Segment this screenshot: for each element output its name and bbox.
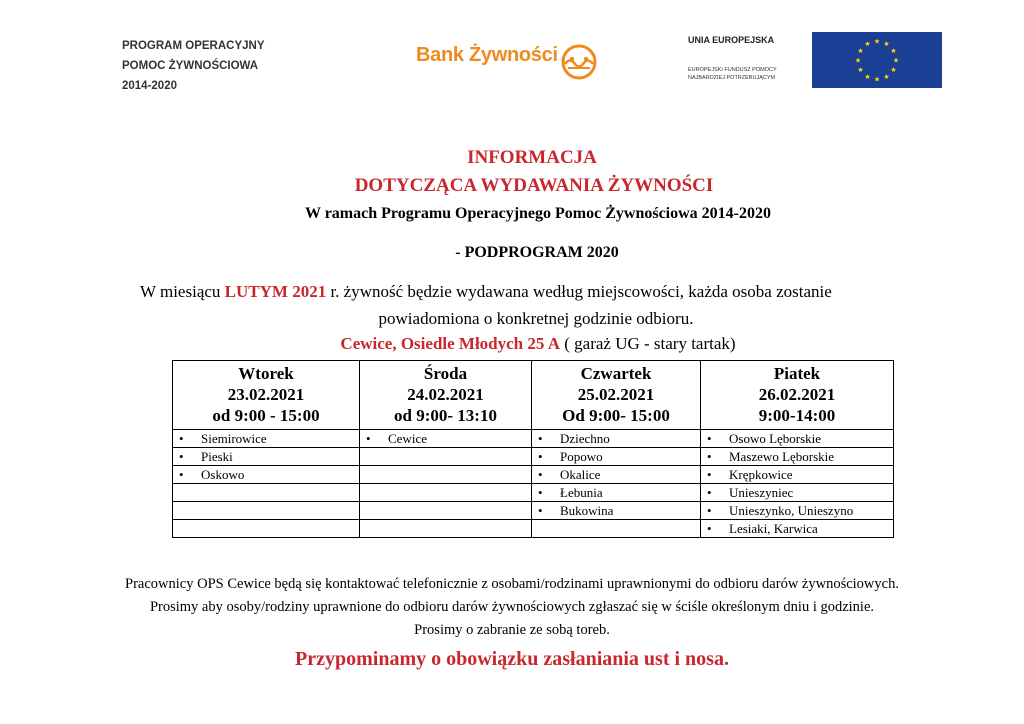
schedule-row: [173, 466, 894, 484]
schedule-cell: [701, 430, 894, 448]
locality-name: • Krępkowice: [707, 467, 793, 482]
ue-title: UNIA EUROPEJSKA: [688, 35, 775, 45]
locality-name: • Bukowina: [538, 503, 613, 518]
day-name: Piatek: [773, 364, 821, 383]
schedule-cell: [701, 484, 894, 502]
schedule-cell: [532, 484, 701, 502]
program-line: 2014-2020: [122, 80, 177, 92]
schedule-cell: [701, 502, 894, 520]
locality-name: • Lesiaki, Karwica: [707, 521, 818, 536]
eu-star-icon: ★: [883, 73, 890, 81]
locality-name: • Pieski: [179, 449, 233, 464]
locality-name: • Oskowo: [179, 467, 244, 482]
eu-star-icon: ★: [864, 73, 871, 81]
schedule-cell: [360, 466, 532, 484]
ue-subtitle: [688, 66, 777, 82]
schedule-row: [173, 520, 894, 538]
day-hours: od 9:00 - 15:00: [212, 406, 320, 425]
schedule-body: [173, 430, 894, 538]
ue-sub-line: EUROPEJSKI FUNDUSZ POMOCY: [688, 67, 777, 73]
locality-name: • Unieszyniec: [707, 485, 793, 500]
schedule-cell: [360, 448, 532, 466]
bank-name: Bank Żywności: [416, 44, 558, 66]
schedule-cell: [173, 466, 360, 484]
locality-name: • Dziechno: [538, 431, 610, 446]
intro-pre: W miesiącu: [140, 282, 225, 301]
eu-star-icon: ★: [857, 47, 864, 55]
title-program: W ramach Programu Operacyjnego Pomoc Żywnościowa 2014-2020: [304, 205, 771, 222]
schedule-cell: [360, 520, 532, 538]
eu-star-icon: ★: [864, 40, 871, 48]
schedule-cell: [173, 520, 360, 538]
schedule-column-header: [173, 361, 360, 430]
intro-post: r. żywność będzie wydawana według miejscowości, każda osoba zostanie: [326, 282, 832, 301]
locality-name: • Maszewo Lęborskie: [707, 449, 834, 464]
day-date: 25.02.2021: [577, 385, 655, 404]
footer-bags: Prosimy o zabranie ze sobą toreb.: [414, 622, 610, 638]
schedule-column-header: [360, 361, 532, 430]
intro-line-2: powiadomiona o konkretnej godzinie odbioru.: [378, 309, 694, 328]
footer-request: Prosimy aby osoby/rodziny uprawnione do odbioru darów żywnościowych zgłaszać się w ściśle określonym dniu i godzinie.: [149, 599, 875, 615]
program-line: PROGRAM OPERACYJNY: [122, 40, 265, 52]
day-name: Wtorek: [238, 364, 294, 383]
title-subject: DOTYCZĄCA WYDAWANIA ŻYWNOŚCI: [354, 175, 714, 196]
header: [0, 0, 1024, 110]
locality-name: • Łebunia: [538, 485, 603, 500]
schedule-row: [173, 448, 894, 466]
schedule-cell: [701, 448, 894, 466]
locality-name: • Siemirowice: [179, 431, 267, 446]
schedule-cell: [173, 430, 360, 448]
location-note: ( garaż UG - stary tartak): [559, 334, 736, 353]
day-hours: Od 9:00- 15:00: [562, 406, 670, 425]
program-line: POMOC ŻYWNOŚCIOWA: [122, 60, 259, 72]
day-hours: 9:00-14:00: [758, 406, 836, 425]
eu-flag-icon: [812, 32, 942, 88]
schedule-row: [173, 484, 894, 502]
location-line: [0, 334, 1024, 354]
day-date: 24.02.2021: [407, 385, 484, 404]
schedule-row: [173, 430, 894, 448]
footer-contact: Pracownicy OPS Cewice będą się kontaktować telefonicznie z osobami/rodzinami uprawnionymi do odbioru darów żywnościowych.: [125, 576, 899, 592]
locality-name: • Okalice: [538, 467, 600, 482]
bank-zywnosci-logo-icon: [556, 44, 602, 80]
schedule-cell: [532, 520, 701, 538]
intro-line: [140, 282, 832, 302]
day-name: Środa: [423, 364, 468, 383]
schedule-column-header: [701, 361, 894, 430]
schedule-cell: [532, 448, 701, 466]
schedule-cell: [532, 502, 701, 520]
day-name: Czwartek: [580, 364, 652, 383]
schedule-cell: [532, 466, 701, 484]
locality-name: • Popowo: [538, 449, 603, 464]
schedule-cell: [701, 520, 894, 538]
schedule-header-row: [173, 361, 894, 430]
eu-star-icon: ★: [854, 56, 862, 65]
program-logo-text: [122, 36, 265, 96]
schedule-column-header: [532, 361, 701, 430]
schedule-cell: [173, 502, 360, 520]
schedule-cell: [173, 448, 360, 466]
eu-star-icon: ★: [883, 40, 890, 48]
title-information: INFORMACJA: [467, 147, 597, 168]
locality-name: • Osowo Lęborskie: [707, 431, 821, 446]
title-subprogram: - PODPROGRAM 2020: [455, 244, 619, 261]
eu-star-icon: ★: [892, 56, 900, 65]
eu-star-icon: ★: [873, 37, 881, 46]
eu-star-icon: ★: [873, 75, 881, 84]
day-date: 26.02.2021: [758, 385, 836, 404]
location-address: Cewice, Osiedle Młodych 25 A: [340, 334, 560, 353]
schedule-row: [173, 502, 894, 520]
schedule-cell: [360, 430, 532, 448]
ue-sub-line: NAJBARDZIEJ POTRZEBUJĄCYM: [688, 75, 776, 81]
locality-name: • Unieszynko, Unieszyno: [707, 503, 853, 518]
day-date: 23.02.2021: [227, 385, 305, 404]
locality-name: • Cewice: [366, 431, 427, 446]
schedule-cell: [360, 502, 532, 520]
eu-star-icon: ★: [890, 47, 897, 55]
eu-star-icon: ★: [857, 66, 864, 74]
schedule-cell: [532, 430, 701, 448]
eu-star-icon: ★: [890, 66, 897, 74]
distribution-schedule-table: [172, 360, 894, 538]
footer-mask-reminder: Przypominamy o obowiązku zasłaniania ust i nosa.: [295, 648, 729, 670]
day-hours: od 9:00- 13:10: [394, 406, 497, 425]
intro-month: LUTYM 2021: [224, 282, 327, 301]
schedule-cell: [701, 466, 894, 484]
schedule-cell: [360, 484, 532, 502]
schedule-cell: [173, 484, 360, 502]
